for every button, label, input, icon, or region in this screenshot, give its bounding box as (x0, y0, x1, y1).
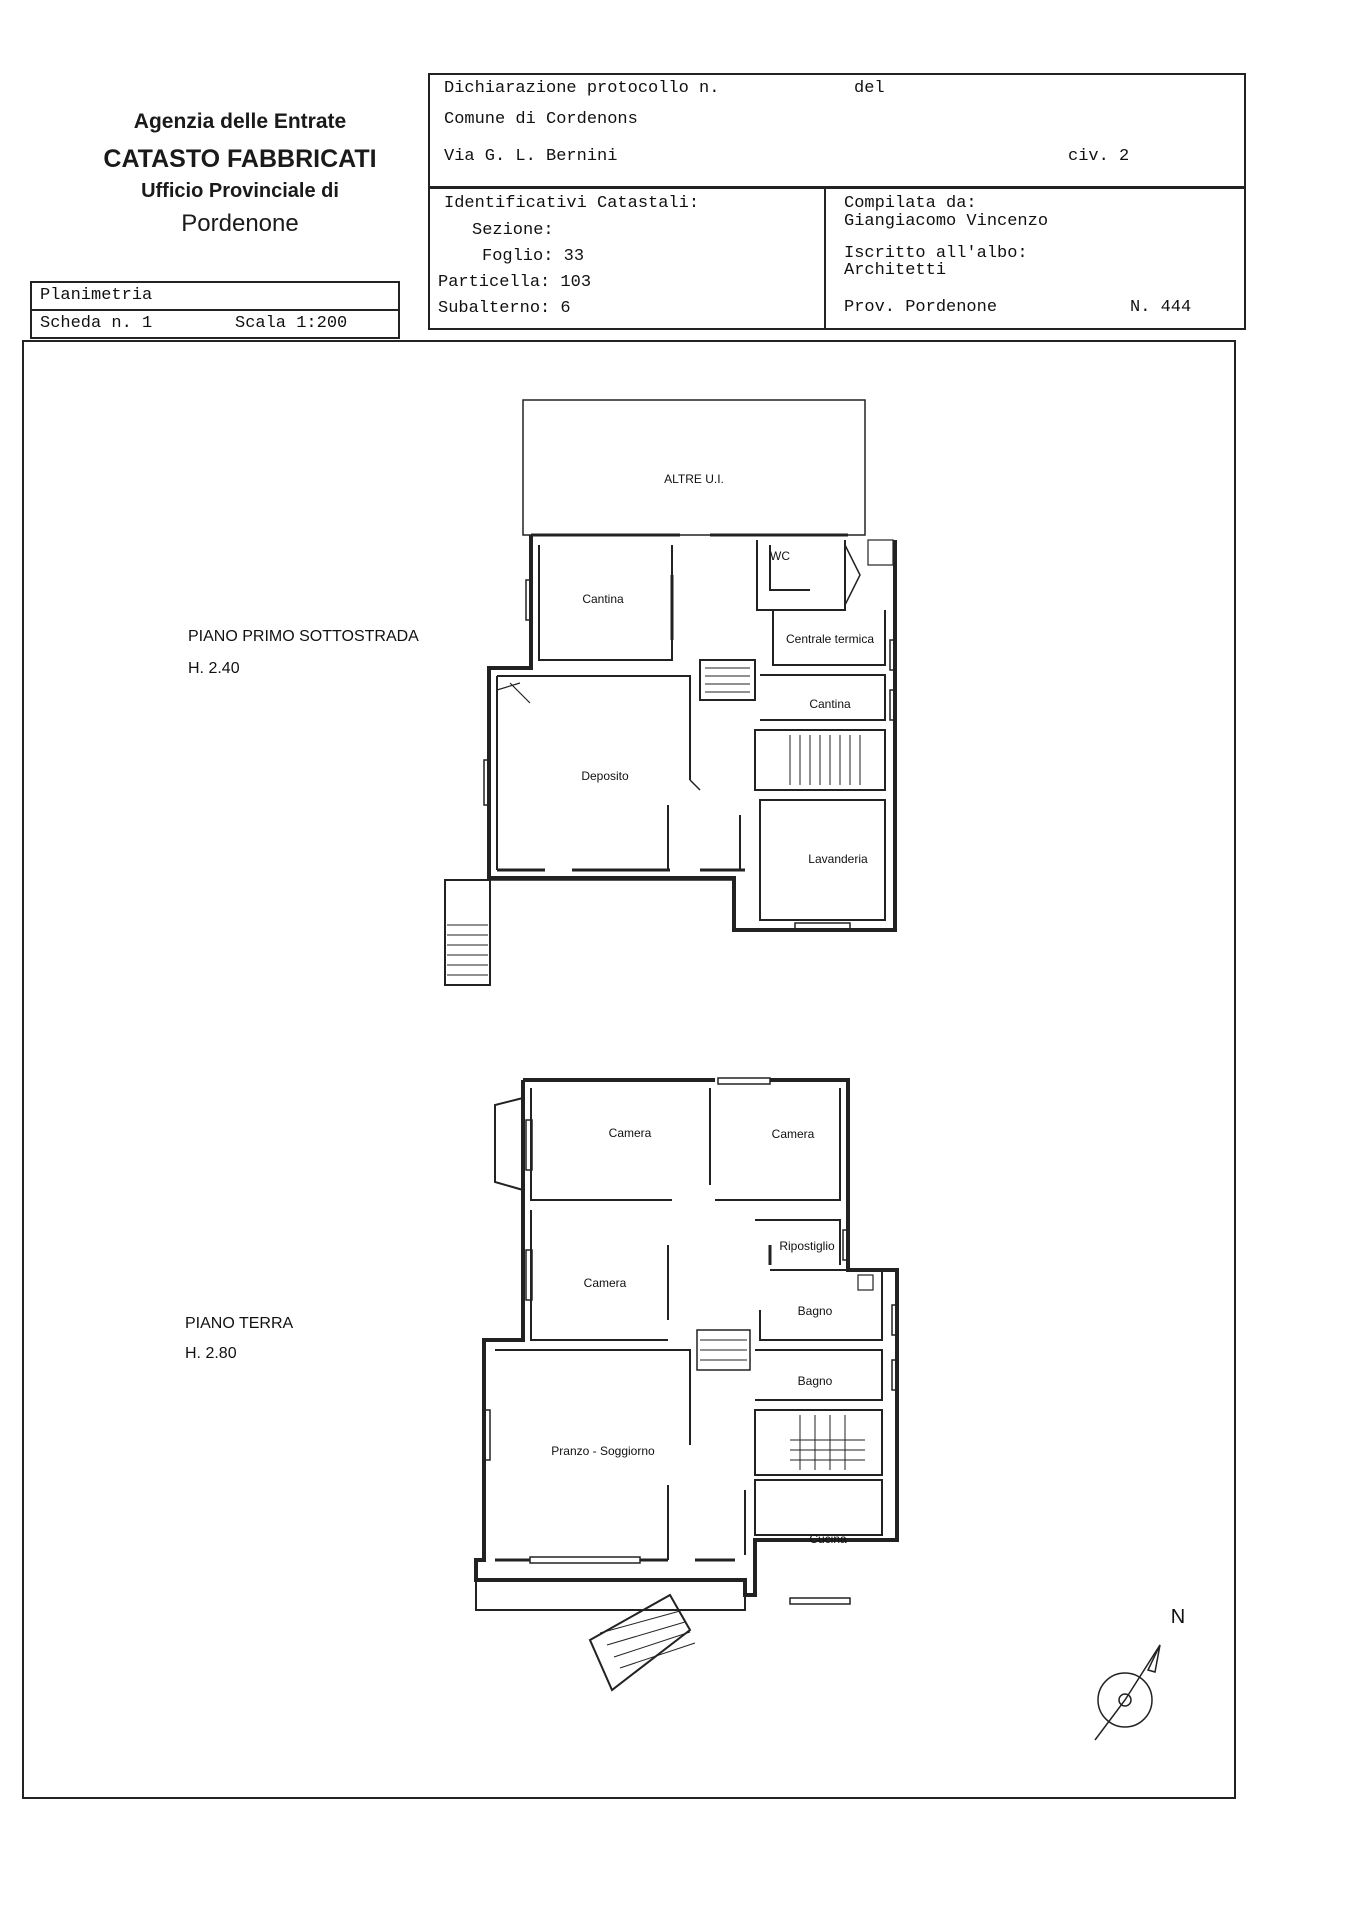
register-number: N. 444 (1130, 298, 1192, 317)
street-address: Via G. L. Bernini (444, 147, 618, 166)
basement-floor-height: H. 2.40 (188, 660, 240, 677)
municipality: Comune di Cordenons (444, 110, 638, 129)
room-other-units: ALTRE U.I. (664, 472, 724, 486)
room-camera-3: Camera (583, 1276, 627, 1290)
compiler-name: Giangiacomo Vincenzo (844, 212, 1049, 231)
north-label: N (1170, 1606, 1186, 1628)
room-centrale-termica: Centrale termica (785, 632, 875, 646)
registered-label: Iscritto all'albo: (844, 244, 1028, 263)
room-cantina-2: Cantina (809, 697, 851, 711)
sheet-type: Planimetria (40, 286, 153, 305)
particella: Particella: 103 (438, 273, 592, 292)
room-ripostiglio: Ripostiglio (779, 1239, 835, 1253)
sheet-scale: Scala 1:200 (235, 314, 348, 333)
room-cantina-1: Cantina (582, 592, 624, 606)
ground-floor-name: PIANO TERRA (185, 1315, 294, 1332)
other-units-area (523, 400, 865, 535)
ground-floor-height: H. 2.80 (185, 1345, 237, 1362)
ground-floor-plan (476, 1078, 898, 1690)
identifiers-title: Identificativi Catastali: (444, 194, 700, 213)
register-name: Architetti (844, 261, 947, 280)
province: Prov. Pordenone (844, 298, 998, 317)
compiled-by-label: Compilata da: (844, 194, 977, 213)
agency-name: Agenzia delle Entrate (133, 110, 347, 133)
basement-floor-name: PIANO PRIMO SOTTOSTRADA (188, 628, 419, 645)
room-pranzo-soggiorno: Pranzo - Soggiorno (551, 1444, 655, 1458)
basement-stair (700, 660, 755, 700)
foglio: Foglio: 33 (482, 247, 585, 266)
basement-plan (445, 400, 896, 985)
room-camera-2: Camera (771, 1127, 815, 1141)
civic-number: civ. 2 (1068, 147, 1130, 166)
agency-department: CATASTO FABBRICATI (103, 145, 377, 173)
room-wc: WC (770, 549, 790, 563)
subalterno: Subalterno: 6 (438, 299, 571, 318)
date-label: del (854, 79, 885, 98)
protocol-label: Dichiarazione protocollo n. (444, 79, 720, 98)
room-bagno-2: Bagno (797, 1374, 833, 1388)
sheet-number: Scheda n. 1 (40, 314, 153, 333)
basement-outside-stair (445, 880, 490, 985)
north-arrow (1095, 1645, 1160, 1740)
room-bagno-1: Bagno (797, 1304, 833, 1318)
room-deposito: Deposito (581, 769, 629, 783)
sezione: Sezione: (472, 221, 554, 240)
room-lavanderia: Lavanderia (808, 852, 868, 866)
room-camera-1: Camera (608, 1126, 652, 1140)
agency-office: Ufficio Provinciale di (141, 180, 339, 202)
agency-city: Pordenone (181, 210, 299, 237)
room-cucina: Cucina (809, 1532, 847, 1546)
